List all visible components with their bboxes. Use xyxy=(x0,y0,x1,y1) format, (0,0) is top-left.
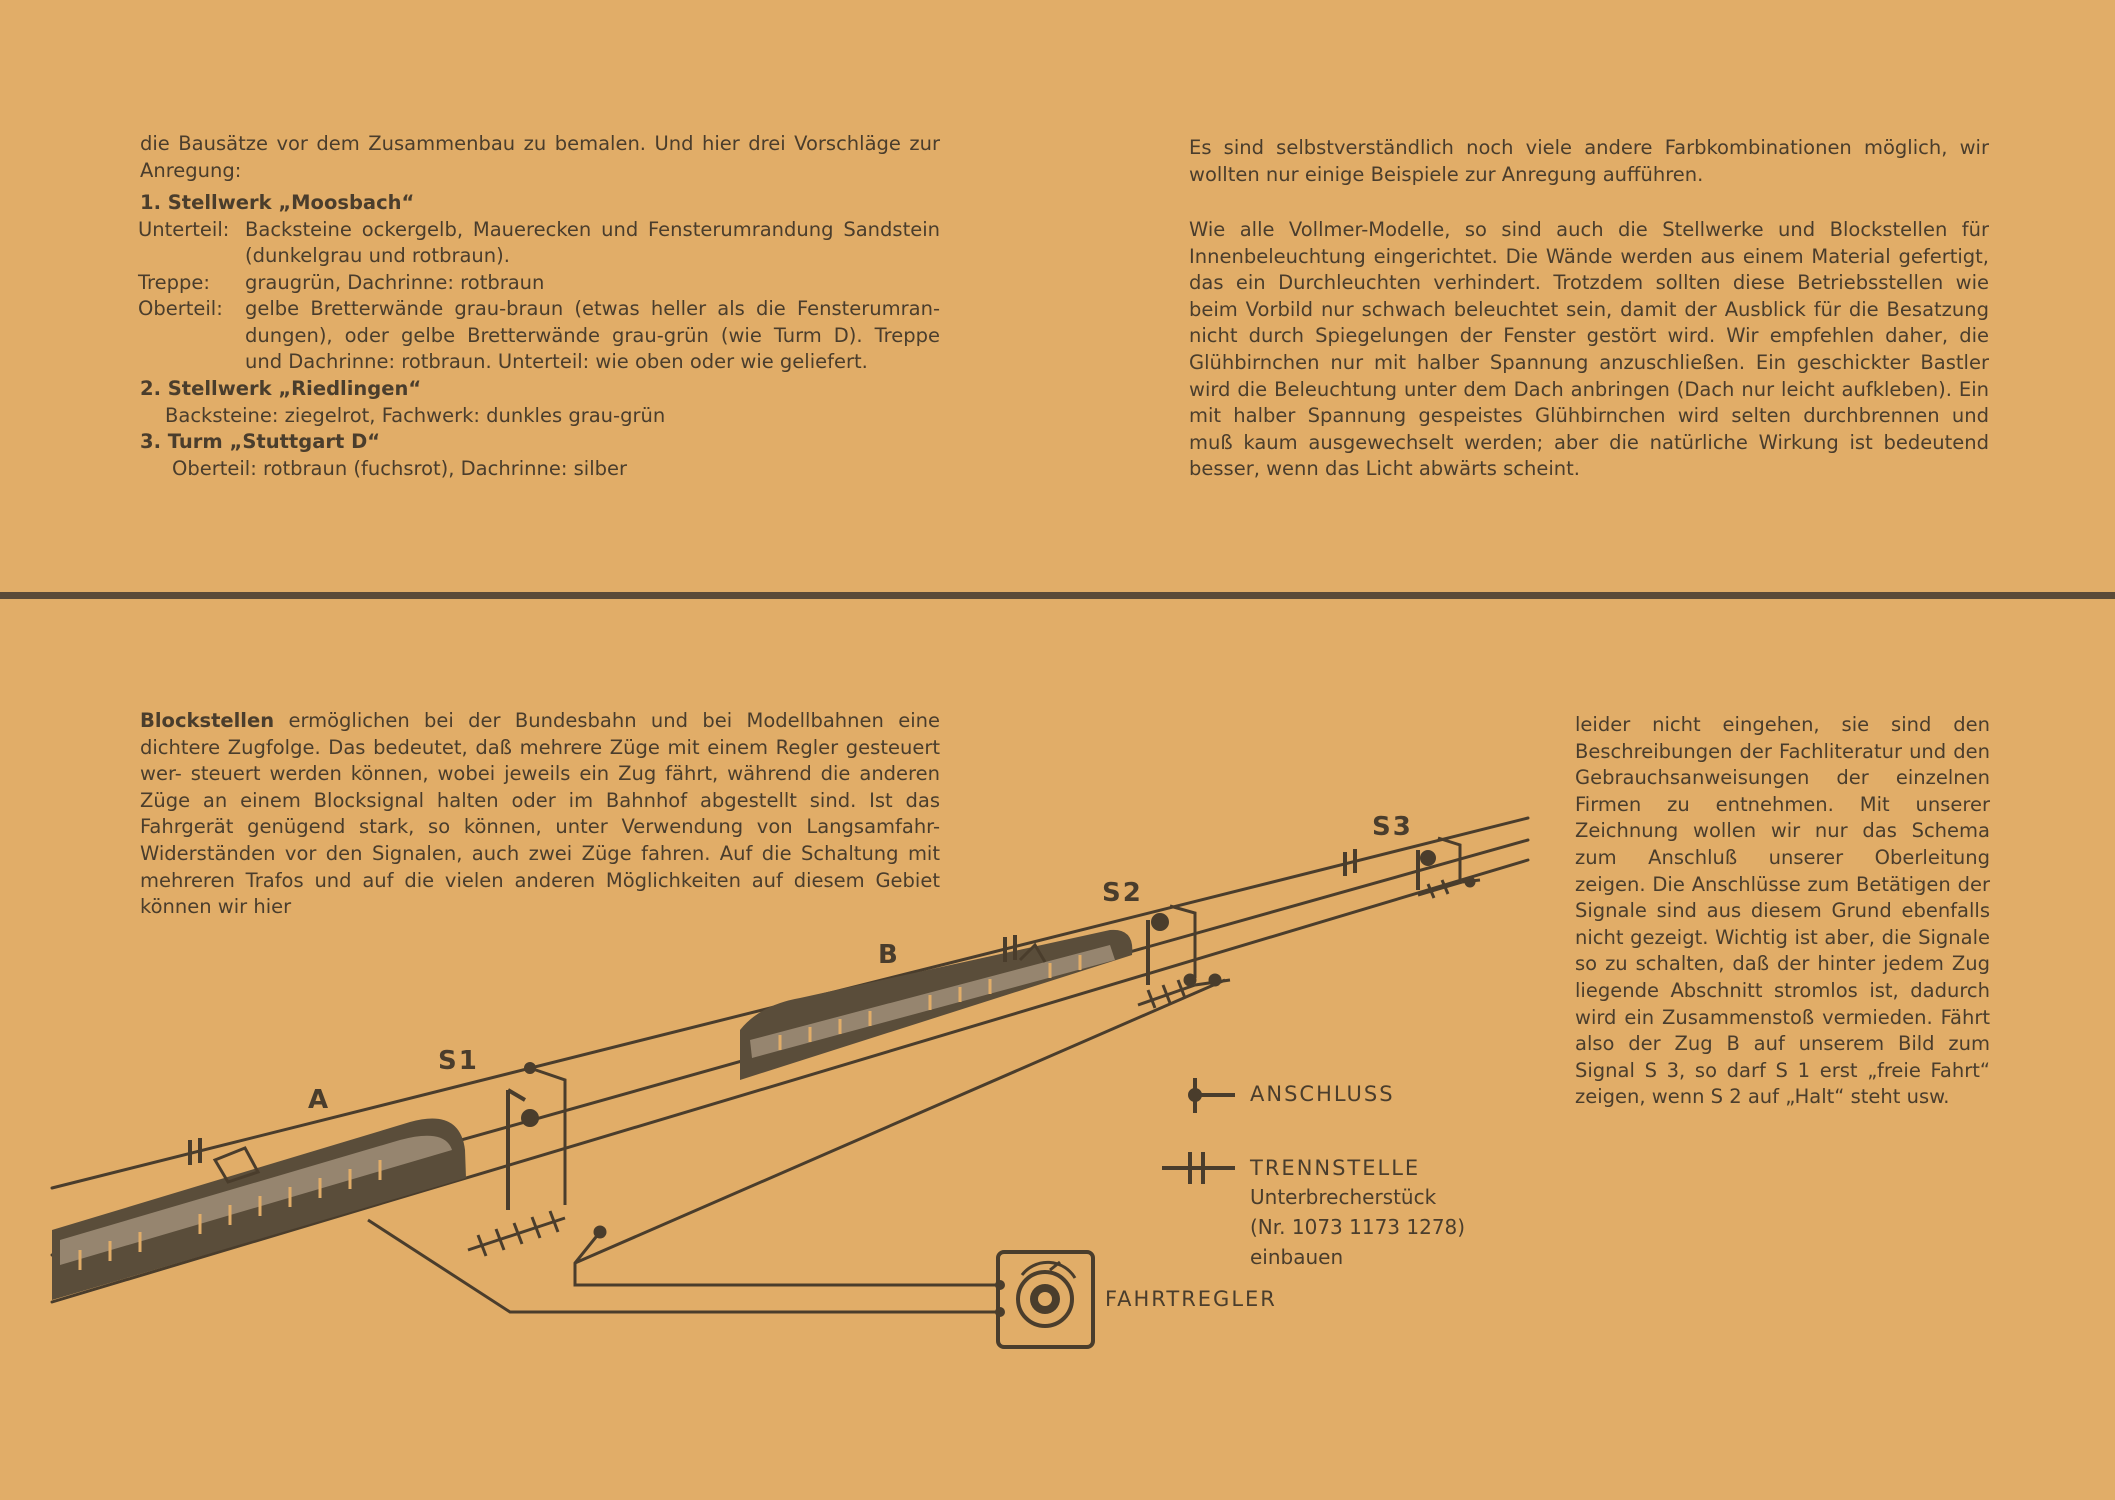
legend-symbols xyxy=(1162,1078,1235,1184)
right-paragraph-1: Es sind selbstverständlich noch viele andere Farbkombinationen möglich, wir wollten nur einige Beispiele zur Anregung aufführen. xyxy=(1189,136,1989,186)
item1-title: 1. Stellwerk „Moosbach“ xyxy=(140,191,415,214)
legend-anschluss: ANSCHLUSS xyxy=(1250,1082,1395,1106)
blockstellen-lead: Blockstellen xyxy=(140,709,275,732)
schema-paragraph: leider nicht eingehen, sie sind den Beschreibungen der Fachliteratur und den Gebrauchsanweisungen der einzelnen Firmen zu entnehmen. Mit unserer Zeichnung wollen wir nur das Schema zum Anschluß unserer Oberleitung zeigen. Die Anschlüsse zum Betätigen der Signale sind aus diesem Grund ebenfalls nicht gezeigt. Wichtig ist aber, die Signale so zu schalten, daß der hinter jedem Zug liegende Abschnitt stromlos ist, dadurch wird ein Zusammenstoß vermieden. Fährt also der Zug B auf unserem Bild zum Signal S 3, so darf S 1 erst „freie Fahrt“ zeigen, wenn S 2 auf „Halt“ steht usw. xyxy=(1575,713,1990,1109)
train-a xyxy=(52,1119,466,1301)
item2-text: Backsteine: ziegelrot, Fachwerk: dunkles grau-grün xyxy=(165,404,666,427)
item1-oberteil-line2: dungen), oder gelbe Bretterwände grau-grün (wie Turm D). Treppe xyxy=(245,324,940,347)
item1-unterteil-line1: Backsteine ockergelb, Mauerecken und Fensterumrandung Sandstein xyxy=(245,218,940,241)
item1-oberteil-label: Oberteil: xyxy=(138,297,223,320)
item1-treppe-label: Treppe: xyxy=(138,271,210,294)
legend-einbauen: einbauen xyxy=(1250,1245,1344,1269)
legend-unterbrecher: Unterbrecherstück xyxy=(1250,1185,1437,1209)
item1-treppe-text: graugrün, Dachrinne: rotbraun xyxy=(245,271,545,294)
item3-title: 3. Turm „Stuttgart D“ xyxy=(140,430,381,453)
item1-unterteil-label: Unterteil: xyxy=(138,218,230,241)
item2-title: 2. Stellwerk „Riedlingen“ xyxy=(140,377,422,400)
label-train-b: B xyxy=(878,940,900,970)
label-signal-s1: S1 xyxy=(438,1046,479,1076)
label-train-a: A xyxy=(308,1085,331,1115)
right-paragraph-2: Wie alle Vollmer-Modelle, so sind auch die Stellwerke und Blockstellen für Innenbeleuchtung eingerichtet. Die Wände werden aus einem Material gefertigt, das ein Durchleuchten verhindert. Trotzdem sollten diese Betriebsstellen wie beim Vorbild nur schwach beleuchtet sein, damit der Ausblick für die Besatzung nicht durch Spiegelungen der Fenster gestört wird. Wir empfehlen daher, die Glühbirnchen nur mit halber Spannung anzuschließen. Ein geschickter Bastler wird die Beleuchtung unter dem Dach anbringen (Dach nur leicht aufkleben). Ein mit halber Spannung gespeistes Glühbirnchen wird selten durchbrennen und muß kaum ausgewechselt werden; aber die natürliche Wirkung ist bedeutend besser, wenn das Licht abwärts scheint. xyxy=(1189,218,1989,481)
label-fahrtregler: FAHRTREGLER xyxy=(1105,1287,1277,1311)
legend-trennstelle: TRENNSTELLE xyxy=(1250,1156,1421,1180)
item3-text: Oberteil: rotbraun (fuchsrot), Dachrinne: silber xyxy=(172,457,628,480)
item1-oberteil-line1: gelbe Bretterwände grau-braun (etwas heller als die Fensterumran- xyxy=(245,297,940,320)
label-signal-s2: S2 xyxy=(1102,878,1143,908)
blockstellen-text: ermöglichen bei der Bundesbahn und bei Modellbahnen eine dichtere Zugfolge. Das bedeutet, daß mehrere Züge mit einem Regler gesteuert wer- steuert werden können, wobei jeweils ein Zug fährt, während die anderen Züge an einem Blocksignal halten oder im Bahnhof abgestellt sind. Ist das Fahrgerät genügend stark, so können, unter Verwendung von Langsamfahr-Widerständen vor den Signalen, auch zwei Züge fahren. Auf die Schaltung mit mehreren Trafos und auf die vielen anderen Möglichkeiten auf diesem Gebiet können wir hier xyxy=(140,709,940,919)
fahrtregler-box xyxy=(995,1252,1093,1347)
item1-oberteil-line3: und Dachrinne: rotbraun. Unterteil: wie oben oder wie geliefert. xyxy=(245,350,868,373)
item1-unterteil-line2: (dunkelgrau und rotbraun). xyxy=(245,244,510,267)
legend-nr: (Nr. 1073 1173 1278) xyxy=(1250,1215,1466,1239)
label-signal-s3: S3 xyxy=(1372,812,1413,842)
intro-paragraph: die Bausätze vor dem Zusammenbau zu bemalen. Und hier drei Vorschläge zur Anregung: xyxy=(140,132,940,182)
train-b xyxy=(740,930,1132,1080)
